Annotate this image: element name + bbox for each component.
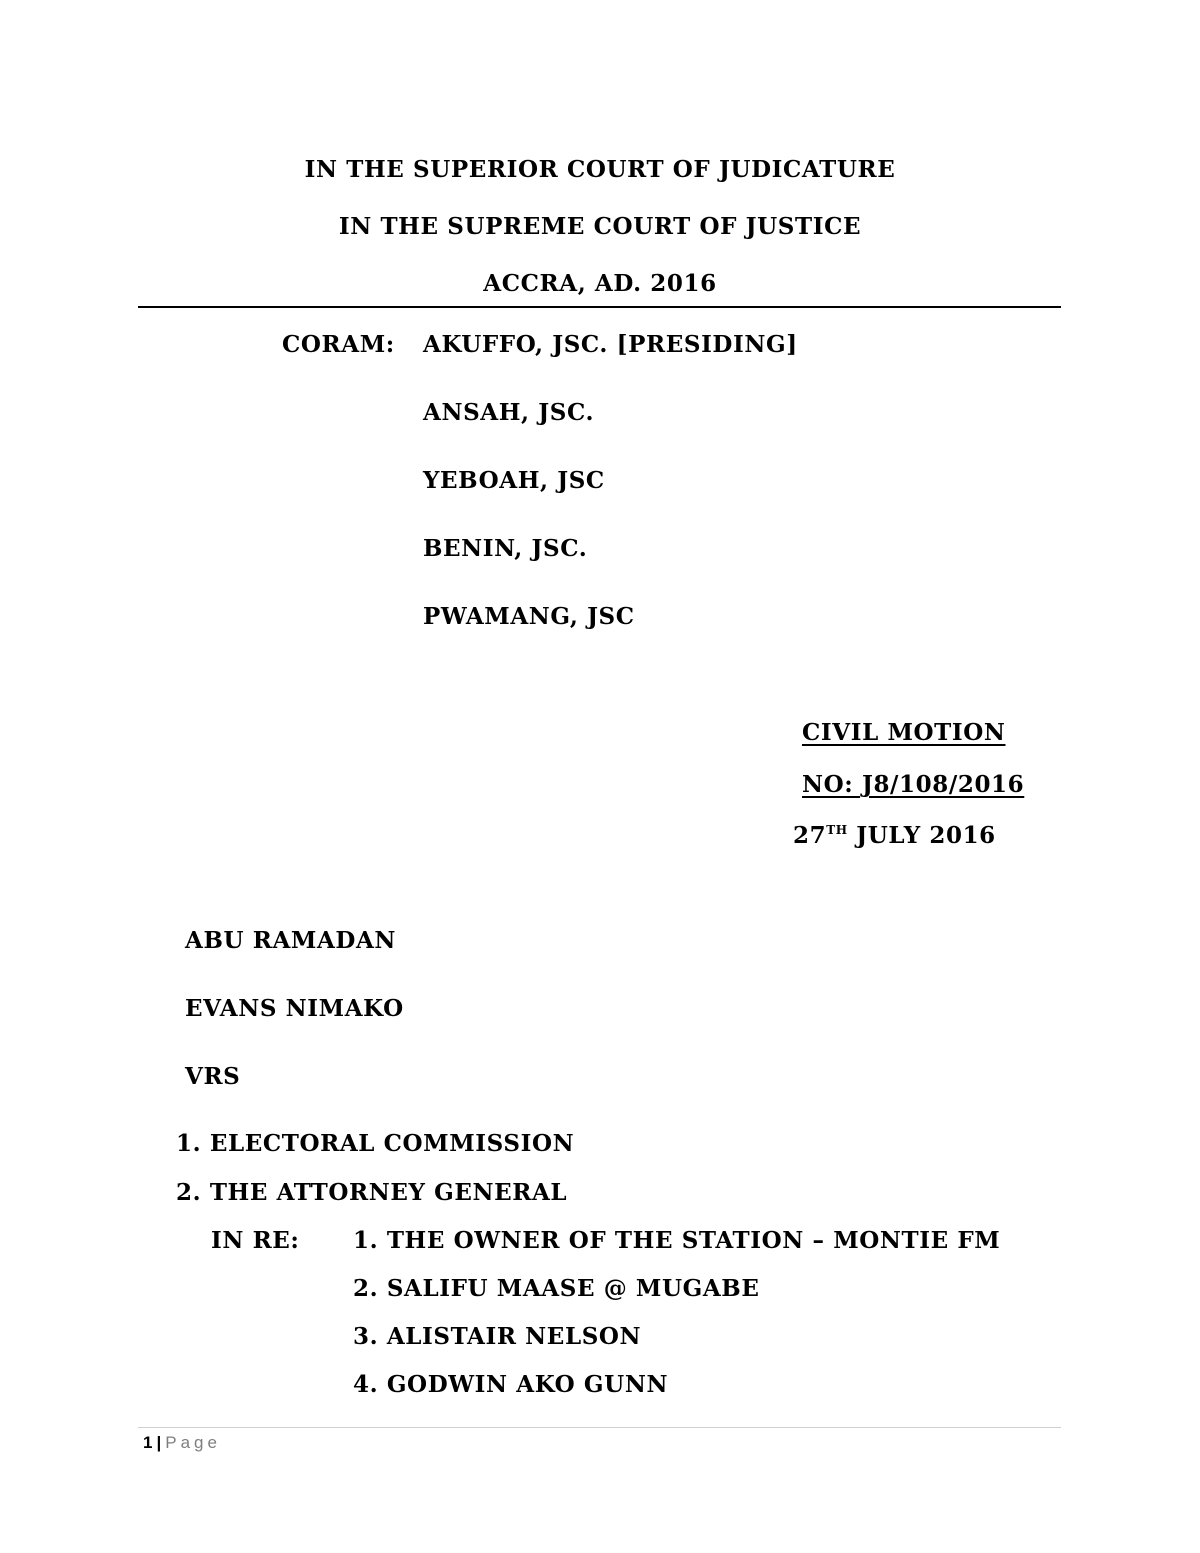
coram-judge: AKUFFO, JSC. [PRESIDING] bbox=[423, 331, 798, 358]
court-location-year: ACCRA, AD. 2016 bbox=[483, 270, 717, 297]
coram-judge: ANSAH, JSC. bbox=[423, 399, 595, 426]
page-separator: | bbox=[156, 1433, 162, 1452]
in-re-item: 1. THE OWNER OF THE STATION – MONTIE FM bbox=[353, 1227, 1001, 1254]
in-re-label: IN RE: bbox=[211, 1227, 300, 1254]
defendant-item: 2. THE ATTORNEY GENERAL bbox=[176, 1179, 568, 1206]
case-date: 27TH JULY 2016 bbox=[793, 822, 996, 849]
plaintiff-name: ABU RAMADAN bbox=[185, 927, 397, 954]
court-title: IN THE SUPERIOR COURT OF JUDICATURE bbox=[304, 156, 896, 183]
coram-label: CORAM: bbox=[282, 331, 395, 358]
header-divider bbox=[138, 306, 1061, 308]
page-label: Page bbox=[165, 1433, 221, 1452]
coram-judge: BENIN, JSC. bbox=[423, 535, 588, 562]
case-number: NO: J8/108/2016 bbox=[802, 771, 1025, 798]
case-type: CIVIL MOTION bbox=[802, 719, 1006, 746]
coram-judge: PWAMANG, JSC bbox=[423, 603, 635, 630]
versus-label: VRS bbox=[185, 1063, 241, 1090]
court-subtitle: IN THE SUPREME COURT OF JUSTICE bbox=[338, 213, 862, 240]
footer-divider bbox=[138, 1427, 1061, 1428]
defendant-item: 1. ELECTORAL COMMISSION bbox=[176, 1130, 575, 1157]
page-number: 1 bbox=[143, 1433, 153, 1452]
in-re-item: 3. ALISTAIR NELSON bbox=[353, 1323, 642, 1350]
page-footer bbox=[143, 1433, 221, 1453]
plaintiff-name: EVANS NIMAKO bbox=[185, 995, 404, 1022]
in-re-item: 4. GODWIN AKO GUNN bbox=[353, 1371, 669, 1398]
in-re-item: 2. SALIFU MAASE @ MUGABE bbox=[353, 1275, 760, 1302]
coram-judge: YEBOAH, JSC bbox=[423, 467, 605, 494]
